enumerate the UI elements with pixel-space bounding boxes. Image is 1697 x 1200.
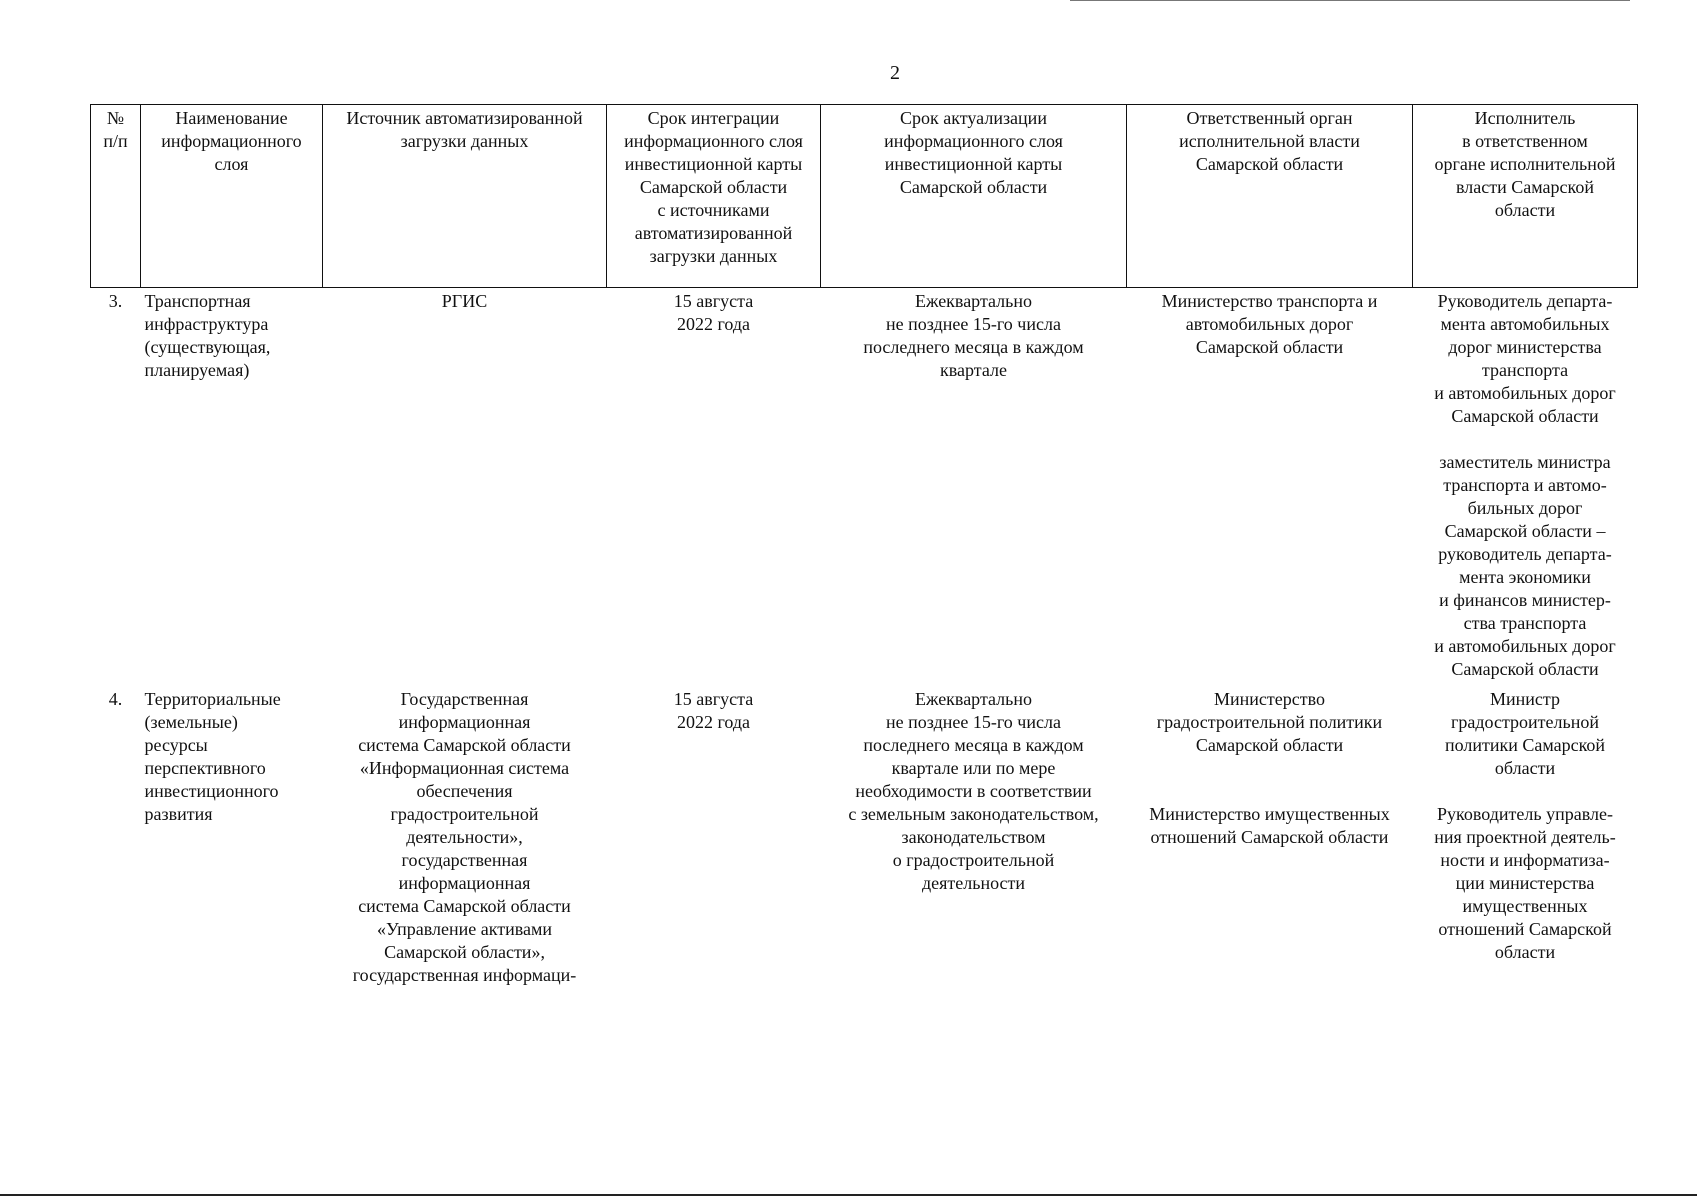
table-row bbox=[91, 288, 1638, 687]
paragraph-gap bbox=[1417, 780, 1634, 803]
cell-line: (земельные) bbox=[144, 712, 238, 732]
cell-line: перспективного bbox=[144, 758, 266, 778]
cell-line: последнего месяца в каждом bbox=[863, 735, 1084, 755]
cell-line: не позднее 15-го числа bbox=[886, 314, 1061, 334]
cell-line: градостроительной bbox=[390, 804, 539, 824]
header-integration-date bbox=[607, 105, 821, 288]
header-line: Самарской области bbox=[639, 177, 788, 197]
cell-line: о градостроительной bbox=[892, 850, 1055, 870]
cell-line: система Самарской области bbox=[358, 735, 571, 755]
cell-line: руководитель департа- bbox=[1438, 544, 1612, 564]
cell-line: деятельности bbox=[921, 873, 1026, 893]
cell-line: 15 августа bbox=[673, 291, 754, 311]
cell-line: Территориальные bbox=[144, 689, 281, 709]
cell-line: «Информационная система bbox=[359, 758, 570, 778]
cell-line: квартале bbox=[940, 360, 1007, 380]
cell-line: Самарской области bbox=[1451, 659, 1599, 679]
header-line: п/п bbox=[103, 131, 128, 151]
cell-line: Министерство имущественных bbox=[1149, 804, 1390, 824]
cell-line: Руководитель департа- bbox=[1437, 291, 1613, 311]
source-cell bbox=[323, 686, 607, 988]
cell-line: транспорта bbox=[1481, 360, 1569, 380]
layers-table bbox=[90, 104, 1638, 988]
header-line: автоматизированной bbox=[634, 223, 793, 243]
header-line: органе исполнительной bbox=[1434, 154, 1616, 174]
cell-line: «Управление активами bbox=[376, 919, 553, 939]
cell-line: 2022 года bbox=[676, 314, 751, 334]
cell-line: бильных дорог bbox=[1467, 498, 1583, 518]
header-line: Наименование bbox=[175, 108, 288, 128]
header-line: исполнительной власти bbox=[1179, 131, 1360, 151]
header-line: власти Самарской bbox=[1456, 177, 1594, 197]
table-body bbox=[91, 288, 1638, 989]
cell-line: не позднее 15-го числа bbox=[886, 712, 1061, 732]
header-line: загрузки данных bbox=[400, 131, 529, 151]
cell-line: градостроительной bbox=[1451, 712, 1599, 732]
cell-line: информационная bbox=[398, 712, 531, 732]
paragraph-gap bbox=[1417, 428, 1634, 451]
header-line: инвестиционной карты bbox=[884, 154, 1063, 174]
page-number: 2 bbox=[890, 62, 900, 84]
cell-line: Ежеквартально bbox=[915, 291, 1032, 311]
layer-name-cell bbox=[141, 288, 323, 687]
cell-line: области bbox=[1494, 758, 1556, 778]
cell-line: государственная информаци- bbox=[352, 965, 577, 985]
cell-line: мента экономики bbox=[1459, 567, 1591, 587]
cell-line: система Самарской области bbox=[358, 896, 571, 916]
cell-line: (существующая, bbox=[144, 337, 271, 357]
cell-line: мента автомобильных bbox=[1440, 314, 1610, 334]
cell-line: Министерство транспорта и bbox=[1161, 291, 1378, 311]
cell-line: дорог министерства bbox=[1448, 337, 1602, 357]
row-number-cell bbox=[91, 288, 141, 687]
cell-line: градостроительной политики bbox=[1156, 712, 1383, 732]
table-header bbox=[91, 105, 1638, 288]
header-number bbox=[91, 105, 141, 288]
layer-name-cell bbox=[141, 686, 323, 988]
header-line: области bbox=[1494, 200, 1556, 220]
cell-line: деятельности», bbox=[406, 827, 523, 847]
header-line: инвестиционной карты bbox=[624, 154, 803, 174]
source-cell bbox=[323, 288, 607, 687]
header-update-period bbox=[821, 105, 1127, 288]
executor-cell bbox=[1413, 686, 1638, 988]
cell-line: Министр bbox=[1490, 689, 1560, 709]
header-line: Срок актуализации bbox=[900, 108, 1047, 128]
cell-line: и автомобильных дорог bbox=[1434, 383, 1616, 403]
cell-line: политики Самарской bbox=[1444, 735, 1606, 755]
header-line: загрузки данных bbox=[649, 246, 778, 266]
header-layer-name bbox=[141, 105, 323, 288]
cell-line: РГИС bbox=[441, 291, 488, 311]
cell-line: инфраструктура bbox=[144, 314, 269, 334]
bottom-rule bbox=[0, 1194, 1697, 1196]
cell-line: инвестиционного bbox=[144, 781, 279, 801]
header-line: в ответственном bbox=[1462, 131, 1588, 151]
cell-line: последнего месяца в каждом bbox=[863, 337, 1084, 357]
header-line: Срок интеграции bbox=[647, 108, 780, 128]
cell-line: обеспечения bbox=[416, 781, 513, 801]
cell-line: Ежеквартально bbox=[915, 689, 1032, 709]
header-line: слоя bbox=[214, 154, 249, 174]
update-period-cell bbox=[821, 686, 1127, 988]
cell-line: ности и информатиза- bbox=[1440, 850, 1610, 870]
update-period-cell bbox=[821, 288, 1127, 687]
table-row bbox=[91, 686, 1638, 988]
header-line: информационного слоя bbox=[624, 131, 803, 151]
cell-line: законодательством bbox=[901, 827, 1046, 847]
cell-line: заместитель министра bbox=[1439, 452, 1611, 472]
cell-line: развития bbox=[144, 804, 213, 824]
cell-line: Самарской области bbox=[1195, 337, 1344, 357]
header-line: Ответственный орган bbox=[1186, 108, 1353, 128]
header-line: информационного bbox=[161, 131, 302, 151]
header-line: Самарской области bbox=[899, 177, 1048, 197]
cell-line: ции министерства bbox=[1455, 873, 1595, 893]
header-authority bbox=[1127, 105, 1413, 288]
paragraph-gap bbox=[1131, 757, 1409, 780]
cell-line: Самарской области bbox=[1195, 735, 1344, 755]
executor-cell bbox=[1413, 288, 1638, 687]
cell-line: Министерство bbox=[1214, 689, 1325, 709]
cell-line: отношений Самарской bbox=[1438, 919, 1612, 939]
row-number: 3. bbox=[108, 291, 123, 311]
integration-date-cell bbox=[607, 288, 821, 687]
cell-line: и автомобильных дорог bbox=[1434, 636, 1616, 656]
cell-line: 15 августа bbox=[673, 689, 754, 709]
cell-line: Государственная bbox=[400, 689, 529, 709]
header-source bbox=[323, 105, 607, 288]
row-number-cell bbox=[91, 686, 141, 988]
cell-line: ния проектной деятель- bbox=[1434, 827, 1616, 847]
header-line: Исполнитель bbox=[1474, 108, 1576, 128]
paragraph-gap bbox=[1131, 780, 1409, 803]
cell-line: с земельным законодательством, bbox=[848, 804, 1099, 824]
integration-date-cell bbox=[607, 686, 821, 988]
cell-line: 2022 года bbox=[676, 712, 751, 732]
cell-line: ства транспорта bbox=[1463, 613, 1587, 633]
cell-line: квартале или по мере bbox=[891, 758, 1056, 778]
cell-line: Самарской области – bbox=[1444, 521, 1606, 541]
row-number: 4. bbox=[108, 689, 123, 709]
cell-line: ресурсы bbox=[144, 735, 208, 755]
cell-line: Руководитель управле- bbox=[1437, 804, 1613, 824]
header-line: Самарской области bbox=[1195, 154, 1344, 174]
cell-line: автомобильных дорог bbox=[1185, 314, 1354, 334]
header-row bbox=[91, 105, 1638, 288]
cell-line: информационная bbox=[398, 873, 531, 893]
header-line: № bbox=[106, 108, 125, 128]
header-executor bbox=[1413, 105, 1638, 288]
cell-line: и финансов министер- bbox=[1439, 590, 1611, 610]
header-line: с источниками bbox=[657, 200, 770, 220]
authority-cell bbox=[1127, 288, 1413, 687]
cell-line: Самарской области bbox=[1451, 406, 1599, 426]
cell-line: имущественных bbox=[1462, 896, 1588, 916]
top-rule bbox=[1070, 0, 1630, 1]
authority-cell bbox=[1127, 686, 1413, 988]
header-line: Источник автоматизированной bbox=[346, 108, 583, 128]
cell-line: планируемая) bbox=[144, 360, 250, 380]
cell-line: транспорта и автомо- bbox=[1443, 475, 1607, 495]
cell-line: государственная bbox=[401, 850, 528, 870]
cell-line: Самарской области», bbox=[384, 942, 545, 962]
cell-line: Транспортная bbox=[144, 291, 251, 311]
cell-line: области bbox=[1494, 942, 1556, 962]
header-line: информационного слоя bbox=[884, 131, 1063, 151]
cell-line: необходимости в соответствии bbox=[855, 781, 1092, 801]
cell-line: отношений Самарской области bbox=[1150, 827, 1389, 847]
